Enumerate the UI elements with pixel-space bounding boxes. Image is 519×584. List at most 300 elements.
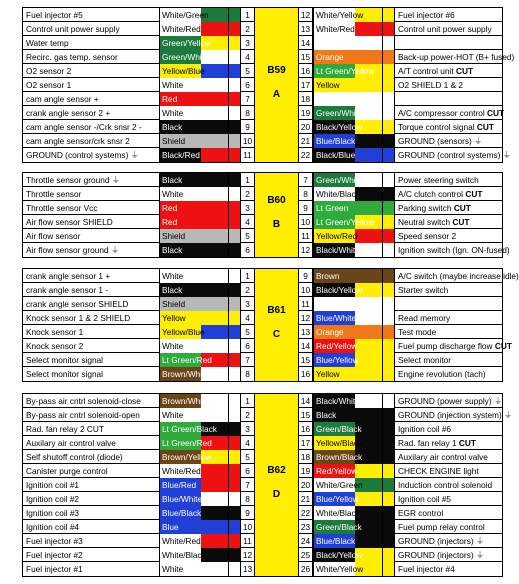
wire-color-cell: Red [159,92,228,106]
pin-number: 2 [240,22,254,36]
pin-function-label [394,134,502,148]
connector-id: B59 [267,65,286,76]
pin-function-label: Ignition coil #2 [26,494,80,504]
pin-function-label [394,394,502,408]
pin-number: 17 [299,436,313,450]
pin-function-text: Fuel injector #6 [398,10,455,20]
cut-marker: CUT [494,341,512,351]
pin-number: 22 [299,506,313,520]
wire-swatch [228,297,240,311]
wire-color-cell: Blue/Black [313,534,382,548]
wire-color-cell: Blue/Black [313,134,382,148]
pin-number: 2 [240,283,254,297]
pin-function-label: O2 sensor 1 [26,80,72,90]
wire-color-cell: White [159,339,228,353]
pin-function-label [394,297,502,311]
pin-function-label [394,478,502,492]
pin-function-label: Throttle sensor ground ⏚ [26,175,121,185]
pin-function-text: Fuel pump discharge flow [398,341,493,351]
pin-function-label: Recirc. gas temp. sensor [26,52,118,62]
pin-number: 24 [299,534,313,548]
wire-color-cell: White/Black [159,548,228,562]
pin-number: 8 [299,187,313,201]
wire-color-cell: Red [159,215,228,229]
wire-color-cell: Brown/Yellow [159,450,228,464]
wire-swatch [228,269,240,283]
wire-swatch [382,534,394,548]
pin-function-label: By-pass air cntrl solenoid-open [26,410,140,420]
pin-function-text: Power steering switch [398,175,479,185]
wire-color-cell: Orange [313,325,382,339]
wire-color-cell: Yellow [313,78,382,92]
pin-number: 2 [240,187,254,201]
wire-swatch [382,92,394,106]
pin-number: 5 [240,450,254,464]
wire-color-cell: White/Green [159,8,228,22]
wire-swatch [228,283,240,297]
pin-function-text: Induction control solenoid [398,480,493,490]
wire-swatch [382,548,394,562]
pin-function-label: GROUND (control systems) ⏚ [26,150,139,160]
wire-color-cell: Blue/White [313,311,382,325]
pin-number: 14 [299,36,313,50]
pin-function-label: Self shutoff control (diode) [26,452,123,462]
pin-function-label [394,148,511,162]
pin-function-label: Air flow sensor [26,231,81,241]
pin-number: 6 [240,78,254,92]
pin-number: 13 [240,562,254,576]
pin-function-label [394,464,502,478]
wire-color-cell: Black/Blue [313,148,382,162]
pin-function-label [394,492,502,506]
wire-swatch [228,562,240,576]
wire-swatch [228,353,240,367]
wire-color-cell: White/Red [159,22,228,36]
pin-number: 4 [240,215,254,229]
wire-swatch [228,134,240,148]
connector-letter: B [272,219,281,230]
pin-function-label: cam angle sensor/crk snsr 2 [26,136,130,146]
pin-function-text: Rad. fan relay 1 [398,438,457,448]
pin-number: 12 [299,243,313,257]
pin-function-label: Water temp [26,38,69,48]
wire-swatch [382,283,394,297]
wire-color-cell: Green/Yellow [159,36,228,50]
cut-marker: CUT [465,189,483,199]
wire-color-cell: White [159,408,228,422]
pin-function-label [394,120,502,134]
pin-function-label: cam angle sensor -/Crk snsr 2 - [26,122,142,132]
pin-function-text: Ignition coil #5 [398,494,452,504]
wire-color-cell: White [159,106,228,120]
pin-function-label: Control unit power supply [26,24,120,34]
wire-swatch [382,562,394,576]
pin-function-label [394,215,502,229]
connector-letter: D [272,489,281,500]
wire-color-cell: Shield [159,134,228,148]
wire-color-cell: Blue/Black [159,506,228,520]
wire-color-cell: Lt Green/Yellow [313,215,382,229]
wire-swatch [228,367,240,381]
pin-function-text: A/C clutch control [398,189,464,199]
pin-number: 9 [240,506,254,520]
pin-function-text: Parking switch [398,203,452,213]
wire-swatch [228,534,240,548]
wire-color-cell: Black/White [313,243,382,257]
wire-swatch [382,187,394,201]
wire-swatch [382,173,394,187]
wire-swatch [228,215,240,229]
wire-color-cell: Yellow [159,311,228,325]
wire-color-cell: White [159,562,228,576]
wire-swatch [228,243,240,257]
connector-b61 [22,268,519,382]
wire-swatch [382,78,394,92]
wire-swatch [228,229,240,243]
pin-function-text: Test mode [398,327,437,337]
wire-color-cell: Yellow/Red [313,229,382,243]
wire-swatch [228,120,240,134]
wire-color-cell: Orange [313,50,382,64]
wire-color-cell: Black/Red [159,148,228,162]
pin-function-label [394,548,502,562]
connector-label-panel [254,394,299,576]
wire-swatch [382,36,394,50]
cut-marker: CUT [487,108,505,118]
wire-swatch [382,408,394,422]
wire-swatch [228,422,240,436]
wire-color-cell: Blue/Yellow [313,492,382,506]
wire-swatch [228,22,240,36]
pin-function-text: GROUND (power supply) ⏚ [398,396,503,406]
wire-color-cell: Green/Black [313,422,382,436]
wire-color-cell: Shield [159,229,228,243]
wire-color-cell: Brown/Black [313,450,382,464]
wire-color-cell: Blue/Red [159,478,228,492]
pin-number: 15 [299,353,313,367]
connector-label-panel [254,269,299,381]
wire-swatch [382,478,394,492]
wire-swatch [228,64,240,78]
wire-color-cell: Lt Green/Red [159,436,228,450]
wire-swatch [228,36,240,50]
wire-swatch [382,243,394,257]
pin-number: 17 [299,78,313,92]
pin-number: 10 [240,520,254,534]
pin-number: 12 [299,8,313,22]
pin-number: 6 [240,243,254,257]
pin-number: 6 [240,464,254,478]
wire-swatch [382,134,394,148]
wire-color-cell: Black/White [313,394,382,408]
wire-swatch [228,201,240,215]
wire-swatch [228,492,240,506]
pin-function-label [394,534,502,548]
pin-function-label [394,339,512,353]
wire-swatch [382,339,394,353]
wire-swatch [382,506,394,520]
wire-color-cell: White/Red [313,22,382,36]
pin-function-label [394,36,502,50]
pin-function-label: Knock sensor 2 [26,341,84,351]
wire-swatch [382,492,394,506]
pin-number: 4 [240,50,254,64]
pin-function-label [394,50,515,64]
pin-function-label: Select monitor signal [26,369,104,379]
pin-function-label: Ignition coil #3 [26,508,80,518]
pin-function-label [394,8,502,22]
pin-function-label [394,520,502,534]
wire-color-cell: White/Yellow [313,8,382,22]
pin-number: 14 [299,394,313,408]
pin-function-label: Auxilary air control valve [26,438,116,448]
wire-swatch [382,120,394,134]
wire-color-cell: Black/Yellow [313,548,382,562]
pin-function-label: Fuel injector #3 [26,536,83,546]
wire-swatch [228,92,240,106]
pin-function-label [394,243,510,257]
wire-swatch [228,520,240,534]
wire-swatch [382,8,394,22]
wire-swatch [228,311,240,325]
pin-function-label: Fuel injector #1 [26,564,83,574]
wire-color-cell: Black/Yellow [313,120,382,134]
wire-swatch [228,148,240,162]
pin-number: 15 [299,408,313,422]
pin-function-text: A/C switch (maybe increase idle) [398,271,519,281]
cut-marker: CUT [453,203,471,213]
pin-number: 5 [240,64,254,78]
wire-swatch [228,408,240,422]
pin-number: 21 [299,492,313,506]
wire-color-cell: Black/Yellow [313,283,382,297]
pin-function-text: Fuel injector #4 [398,564,455,574]
wire-swatch [382,394,394,408]
wire-color-cell: White/Black [313,506,382,520]
pin-function-text: Torque control signal [398,122,475,132]
pin-number: 4 [240,311,254,325]
wire-swatch [382,353,394,367]
pin-number: 9 [299,269,313,283]
pin-function-label [394,173,502,187]
pin-function-text: GROUND (control systems) ⏚ [398,150,511,160]
wire-swatch [228,173,240,187]
pin-function-label [394,367,502,381]
wire-color-cell: Yellow/Black [313,436,382,450]
pin-function-label [394,106,505,120]
pin-number: 16 [299,422,313,436]
wire-color-cell: Brown/White [159,394,228,408]
wire-color-cell [313,92,382,106]
pin-function-label [394,408,513,422]
pin-number: 8 [240,492,254,506]
wire-color-cell: White/Red [159,464,228,478]
wire-color-cell: White [159,187,228,201]
wire-color-cell: Black [159,243,228,257]
pin-function-label: crank angle sensor 1 + [26,271,111,281]
wire-color-cell: Blue [159,520,228,534]
pin-function-text: Select monitor [398,355,452,365]
cut-marker: CUT [452,217,470,227]
pin-number: 7 [240,92,254,106]
pin-number: 4 [240,436,254,450]
pin-function-text: Ignition switch (Ign. ON-fused) [398,245,510,255]
pin-function-text: Neutral switch [398,217,451,227]
pin-function-label: Throttle sensor [26,189,82,199]
pin-number: 8 [240,367,254,381]
pin-function-label: Fuel injector #2 [26,550,83,560]
wire-swatch [382,450,394,464]
pin-function-text: GROUND (sensors) ⏚ [398,136,483,146]
pin-number: 1 [240,269,254,283]
pin-function-label [394,506,502,520]
wire-swatch [228,8,240,22]
pin-number: 6 [240,339,254,353]
wire-swatch [382,367,394,381]
wire-swatch [228,50,240,64]
wire-color-cell: Lt Green/Yellow [313,64,382,78]
wire-color-cell: Green/White [159,50,228,64]
pin-number: 14 [299,339,313,353]
pin-number: 16 [299,64,313,78]
wire-swatch [382,436,394,450]
wire-color-cell: White/Yellow [313,562,382,576]
pin-function-label: crank angle sensor 2 + [26,108,111,118]
pin-function-label [394,78,502,92]
pin-function-label: Air flow sensor ground ⏚ [26,245,120,255]
wire-color-cell: Lt Green [313,201,382,215]
wire-color-cell: Shield [159,297,228,311]
pin-number: 1 [240,173,254,187]
pin-function-text: Starter switch [398,285,449,295]
pin-function-label [394,64,502,78]
cut-marker: CUT [476,122,494,132]
pin-number: 10 [240,134,254,148]
pin-number: 12 [299,311,313,325]
pin-function-label: Knock sensor 1 [26,327,84,337]
pin-function-label [394,325,502,339]
wire-swatch [382,229,394,243]
wire-color-cell: Green/White [313,173,382,187]
connector-id: B61 [267,305,286,316]
pin-number: 15 [299,50,313,64]
pin-function-text: A/C compressor control [398,108,485,118]
pin-function-label [394,22,502,36]
pin-function-label [394,311,502,325]
pin-function-text: Read memory [398,313,451,323]
pin-function-label: Canister purge control [26,466,108,476]
wire-color-cell: White [159,78,228,92]
pin-number: 11 [299,297,313,311]
connector-id: B60 [267,195,286,206]
wire-swatch [382,520,394,534]
wire-swatch [382,50,394,64]
wire-swatch [382,148,394,162]
connector-label-panel [254,8,299,162]
wire-color-cell: Red/Yellow [313,339,382,353]
cut-marker: CUT [458,438,476,448]
wire-swatch [228,450,240,464]
pin-number: 2 [240,408,254,422]
pin-number: 12 [240,548,254,562]
pin-number: 7 [240,353,254,367]
pin-function-text: Fuel pump relay control [398,522,485,532]
connector-b62 [22,393,513,577]
pin-function-label: Throttle sensor Vcc [26,203,98,213]
wire-swatch [228,187,240,201]
pin-function-label [394,422,502,436]
pin-function-label: Ignition coil #4 [26,522,80,532]
pin-number: 22 [299,148,313,162]
wire-swatch [228,464,240,478]
wire-swatch [228,548,240,562]
wire-color-cell: Yellow [313,367,382,381]
pin-number: 21 [299,134,313,148]
wire-swatch [382,64,394,78]
wire-color-cell: Lt Green/Red [159,353,228,367]
wire-swatch [382,215,394,229]
connector-id: B62 [267,465,286,476]
pin-number: 20 [299,478,313,492]
pin-number: 3 [240,36,254,50]
pin-function-text: Back-up power-HOT (B+ fused) [398,52,515,62]
pin-number: 11 [299,229,313,243]
pin-function-label: By-pass air cntrl solenoid-close [26,396,141,406]
pin-number: 5 [240,229,254,243]
pin-function-text: CHECK ENGINE light [398,466,479,476]
pin-number: 19 [299,106,313,120]
wire-color-cell [313,36,382,50]
pin-number: 1 [240,8,254,22]
wire-swatch [382,311,394,325]
wire-color-cell [313,297,382,311]
wire-color-cell: Green/White [313,106,382,120]
wire-color-cell: Red [159,201,228,215]
pin-function-label: Fuel injector #5 [26,10,83,20]
wire-color-cell: Black [159,173,228,187]
pin-function-text: Ignition coil #6 [398,424,452,434]
pin-number: 16 [299,367,313,381]
wire-color-cell: Brown [313,269,382,283]
wire-swatch [228,394,240,408]
pin-number: 13 [299,325,313,339]
pin-function-label [394,201,502,215]
wire-color-cell: Green/Black [313,520,382,534]
pin-function-label [394,353,502,367]
pin-number: 7 [240,478,254,492]
connector-letter: A [272,89,281,100]
wire-swatch [228,506,240,520]
pin-function-label [394,283,502,297]
pin-number: 18 [299,450,313,464]
wire-swatch [228,478,240,492]
wire-color-cell: White [159,269,228,283]
connector-label-panel [254,173,299,257]
wire-swatch [228,78,240,92]
wire-color-cell: Black [159,283,228,297]
pin-number: 10 [299,283,313,297]
pin-number: 3 [240,297,254,311]
pin-number: 3 [240,201,254,215]
pin-number: 10 [299,215,313,229]
pin-function-label: Ignition coil #1 [26,480,80,490]
wire-color-cell: Brown/White [159,367,228,381]
pin-function-text: O2 SHIELD 1 & 2 [398,80,464,90]
cut-marker: CUT [455,66,474,76]
wire-swatch [382,297,394,311]
wire-swatch [382,22,394,36]
pin-function-label: crank angle sensor 1 - [26,285,109,295]
